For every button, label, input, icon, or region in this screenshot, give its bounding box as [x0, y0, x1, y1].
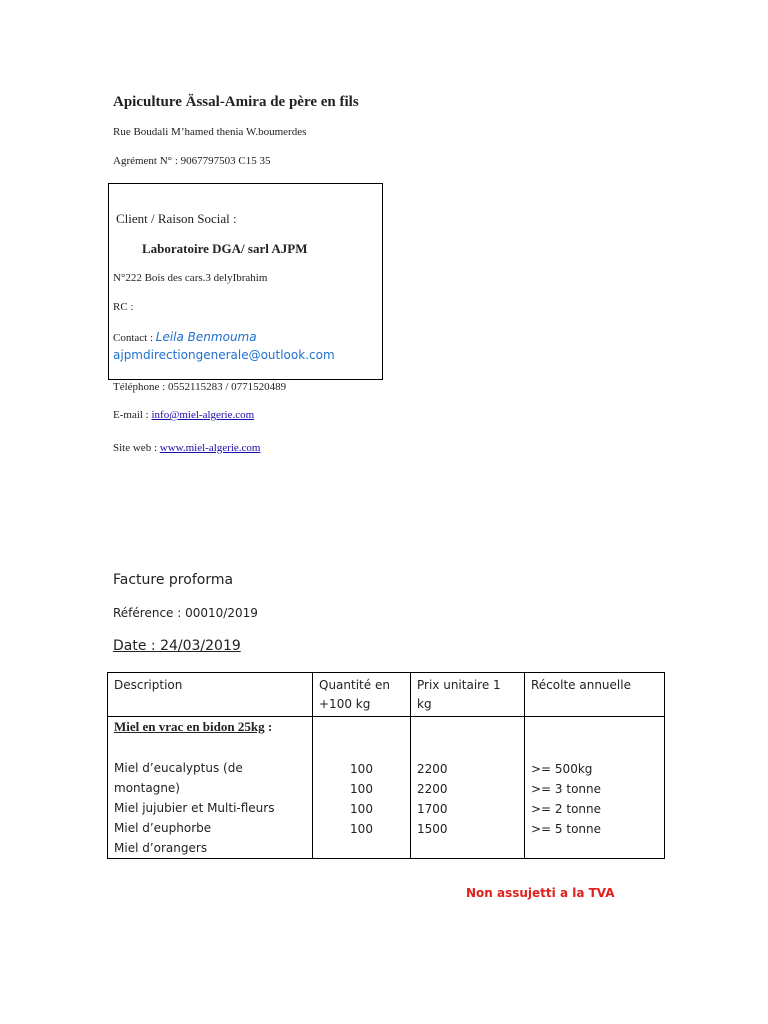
- item-harvest: >= 2 tonne: [531, 802, 602, 816]
- phone-line: Téléphone : 0552115283 / 0771520489: [113, 381, 287, 393]
- item-harvest: >= 5 tonne: [531, 822, 602, 836]
- web-line: [113, 442, 260, 454]
- quantity-cell: [313, 717, 411, 859]
- website-link[interactable]: www.miel-algerie.com: [159, 442, 261, 454]
- products-table: [107, 672, 665, 859]
- client-email: ajpmdirectiongenerale@outlook.com: [113, 348, 335, 362]
- client-rc: RC :: [113, 301, 134, 313]
- company-agrement: Agrément N° : 9067797503 C15 35: [113, 155, 271, 167]
- invoice-title: Facture proforma: [113, 572, 234, 588]
- contact-name: Leila Benmouma: [155, 330, 257, 344]
- price-cell: [411, 717, 525, 859]
- item-description: Miel jujubier et Multi-fleurs: [114, 801, 275, 815]
- invoice-date: Date : 24/03/2019: [113, 638, 241, 654]
- contact-label: Contact :: [113, 332, 156, 344]
- item-quantity: 100: [350, 762, 373, 776]
- company-address: Rue Boudali M’hamed thenia W.boumerdes: [113, 126, 307, 138]
- item-price: 1700: [417, 802, 448, 816]
- item-price: 1500: [417, 822, 448, 836]
- group-title: Miel en vrac en bidon 25kg: [114, 719, 265, 734]
- web-label: Site web :: [113, 442, 160, 454]
- invoice-reference: Référence : 00010/2019: [113, 606, 258, 620]
- company-name: Apiculture Ässal-Amira de père en fils: [113, 94, 359, 110]
- item-quantity: 100: [350, 822, 373, 836]
- email-label: E-mail :: [113, 409, 152, 421]
- vat-note: Non assujetti a la TVA: [466, 886, 615, 900]
- item-description: Miel d’euphorbe: [114, 821, 212, 835]
- header-description: Description: [108, 673, 313, 717]
- item-quantity: 100: [350, 802, 373, 816]
- table-header-row: [108, 673, 665, 717]
- email-link[interactable]: info@miel-algerie.com: [151, 409, 255, 421]
- item-harvest: >= 500kg: [531, 762, 593, 776]
- header-price: Prix unitaire 1 kg: [411, 673, 525, 717]
- item-price: 2200: [417, 762, 448, 776]
- item-quantity: 100: [350, 782, 373, 796]
- item-harvest: >= 3 tonne: [531, 782, 602, 796]
- client-name: Laboratoire DGA/ sarl AJPM: [142, 241, 308, 256]
- table-row: [108, 717, 665, 859]
- harvest-cell: [525, 717, 665, 859]
- email-line: [113, 409, 254, 421]
- client-heading: Client / Raison Social :: [116, 211, 237, 226]
- client-address: N°222 Bois des cars.3 delyIbrahim: [113, 272, 268, 284]
- description-cell: [108, 717, 313, 859]
- item-description: Miel d’orangers: [114, 841, 208, 855]
- header-quantity: Quantité en +100 kg: [313, 673, 411, 717]
- item-description: Miel d’eucalyptus (de montagne): [114, 761, 243, 795]
- client-contact: [113, 330, 257, 344]
- header-harvest: Récolte annuelle: [525, 673, 665, 717]
- item-price: 2200: [417, 782, 448, 796]
- group-colon: :: [264, 719, 273, 734]
